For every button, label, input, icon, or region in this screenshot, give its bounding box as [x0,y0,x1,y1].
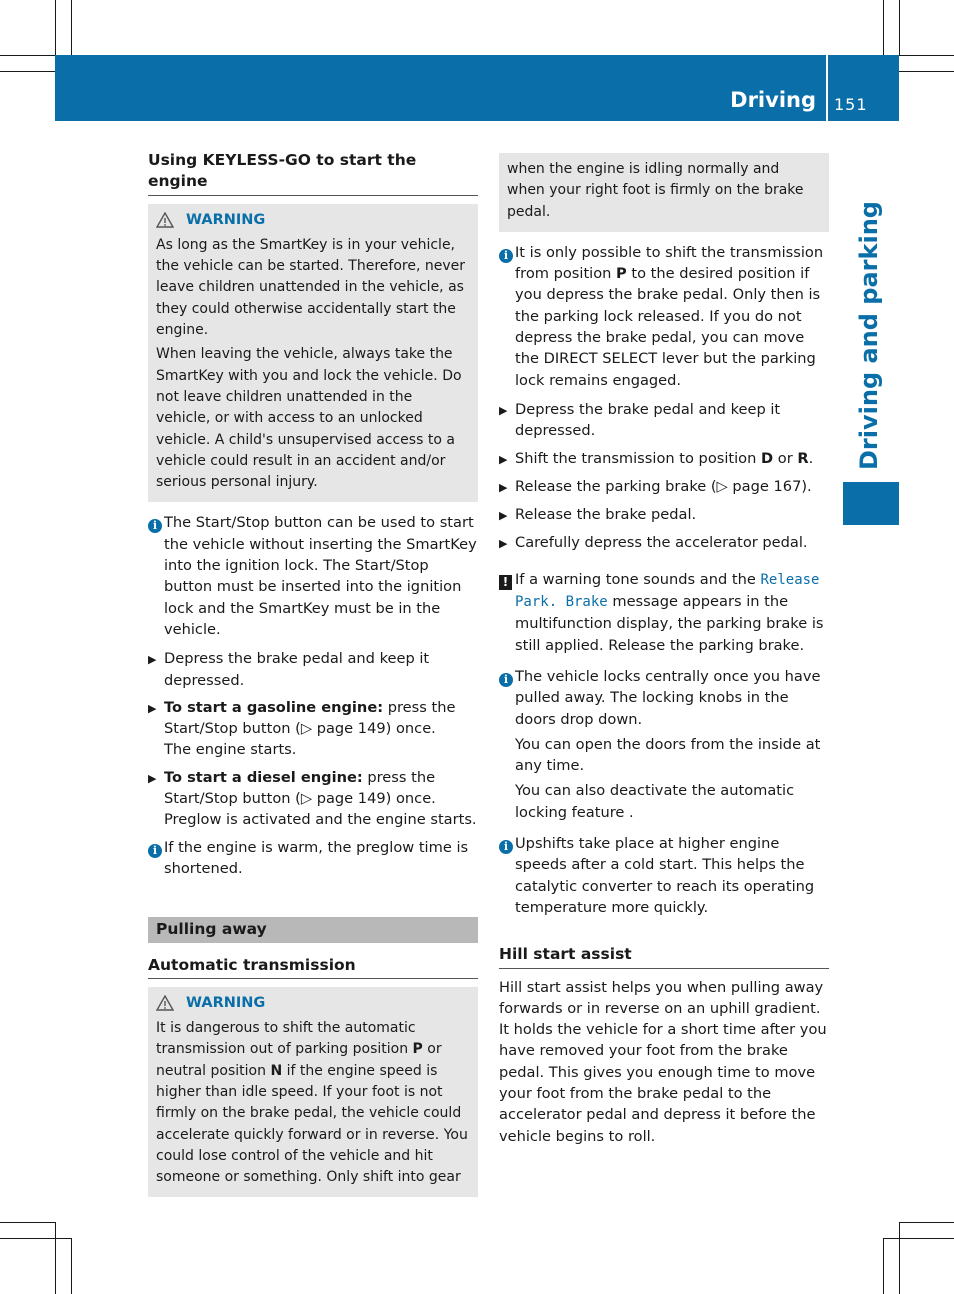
info-text: If the engine is warm, the preglow time is shortened. [164,838,469,877]
list-item: ▶ Depress the brake pedal and keep it depressed. [148,648,478,691]
step-result: The engine starts. [164,741,297,759]
step-arrow-icon: ▶ [499,480,508,494]
info-note [148,512,478,640]
info-icon: i [148,519,162,533]
warning-box-continued [499,153,829,232]
warning-box-transmission [148,987,478,1198]
warning-box-keyless [148,204,478,503]
step-arrow-icon: ▶ [499,537,508,551]
hill-start-text: Hill start assist helps you when pulling away forwards or in reverse on an uphill gradient. It holds the vehicle for a short time after you have removed your foot from the brake pedal. This gives you enough time to move your foot from the brake pedal to the accelerator pedal and depress it before the vehicle begins to roll. [499,978,827,1145]
side-tab-label: Driving and parking [855,201,883,470]
section-bar-pulling-away: Pulling away [148,917,478,942]
left-column [148,150,478,1197]
info-text: It is only possible to shift the transmission from position P to the desired position if you depress the brake pedal. Only then is the parking lock released. If you do not depress the brake pedal, you can move the DIRECT SELECT lever but the parking lock remains engaged. [515,243,824,389]
list-item: ▶ Carefully depress the accelerator pedal. [499,532,829,554]
step-arrow-icon: ▶ [148,701,157,715]
info-text: Upshifts take place at higher engine speeds after a cold start. This helps the catalytic converter to reach its operating temperature more quickly. [515,835,815,916]
info-note [499,666,829,823]
section-title: Driving [730,88,816,112]
list-item: ▶ Release the brake pedal. [499,504,829,526]
keyless-heading: Using KEYLESS-GO to start the engine [148,150,478,196]
hill-start-heading: Hill start assist [499,944,829,968]
list-item: ▶ To start a gasoline engine: press the Start/Stop button (▷ page 149) once. The engine starts. [148,697,478,761]
exclamation-icon: ! [499,575,512,590]
info-note [148,837,478,880]
caution-note [499,569,829,656]
info-note [499,242,829,391]
step-result: Preglow is activated and the engine starts. [164,811,477,829]
right-column [499,153,829,1151]
display-message: Release Park. Brake [515,571,820,611]
info-note [499,833,829,918]
warning-triangle-icon [156,212,174,228]
info-icon: i [499,249,513,263]
info-text: The Start/Stop button can be used to start the vehicle without inserting the SmartKey into the ignition lock. The Start/Stop button must be inserted into the ignition lock and the SmartKey must be in the vehicle. [164,514,477,638]
warning-label: WARNING [186,994,266,1011]
step-arrow-icon: ▶ [499,509,508,523]
info-icon: i [499,840,513,854]
page-number: 151 [834,95,868,114]
info-text: The vehicle locks centrally once you have pulled away. The locking knobs in the doors drop down. You can open the doors from the inside at any time. You can also deactivate the automatic locking feature . [515,667,821,821]
step-arrow-icon: ▶ [148,653,157,667]
warning-text: When leaving the vehicle, always take the SmartKey with you and lock the vehicle. Do not leave children unattended in the vehicle, or with access to an unlocked vehicle. A child's unsupervised access to a vehicle could result in an accident and/or serious personal injury. [156,346,462,491]
list-item: ▶ Shift the transmission to position D or R. [499,448,829,470]
list-item: ▶ Release the parking brake (▷ page 167). [499,476,829,498]
step-arrow-icon: ▶ [148,771,157,785]
header-separator [826,55,828,121]
automatic-transmission-heading: Automatic transmission [148,955,478,979]
side-tab-marker [843,482,899,525]
warning-text: when the engine is idling normally and when your right foot is firmly on the brake pedal. [507,161,804,220]
info-icon: i [499,673,513,687]
warning-label: WARNING [186,211,266,228]
caution-text: If a warning tone sounds and the Release Park. Brake message appears in the multifunction display, the parking brake is still applied. Release the parking brake. [515,570,824,654]
warning-text: It is dangerous to shift the automatic transmission out of parking position P or neutral position N if the engine speed is higher than idle speed. If your foot is not firmly on the brake pedal, the vehicle could accelerate quickly forward or in reverse. You could lose control of the vehicle and hit someone or something. Only shift into gear [156,1020,468,1186]
step-arrow-icon: ▶ [499,403,508,417]
info-icon: i [148,844,162,858]
list-item: ▶ To start a diesel engine: press the Start/Stop button (▷ page 149) once. Preglow is activated and the engine starts. [148,767,478,831]
warning-triangle-icon [156,995,174,1011]
warning-text: As long as the SmartKey is in your vehicle, the vehicle can be started. Therefore, never leave children unattended in the vehicle, as they could otherwise accidentally start the engine. [156,236,465,339]
step-arrow-icon: ▶ [499,452,508,466]
list-item: ▶ Depress the brake pedal and keep it depressed. [499,399,829,442]
